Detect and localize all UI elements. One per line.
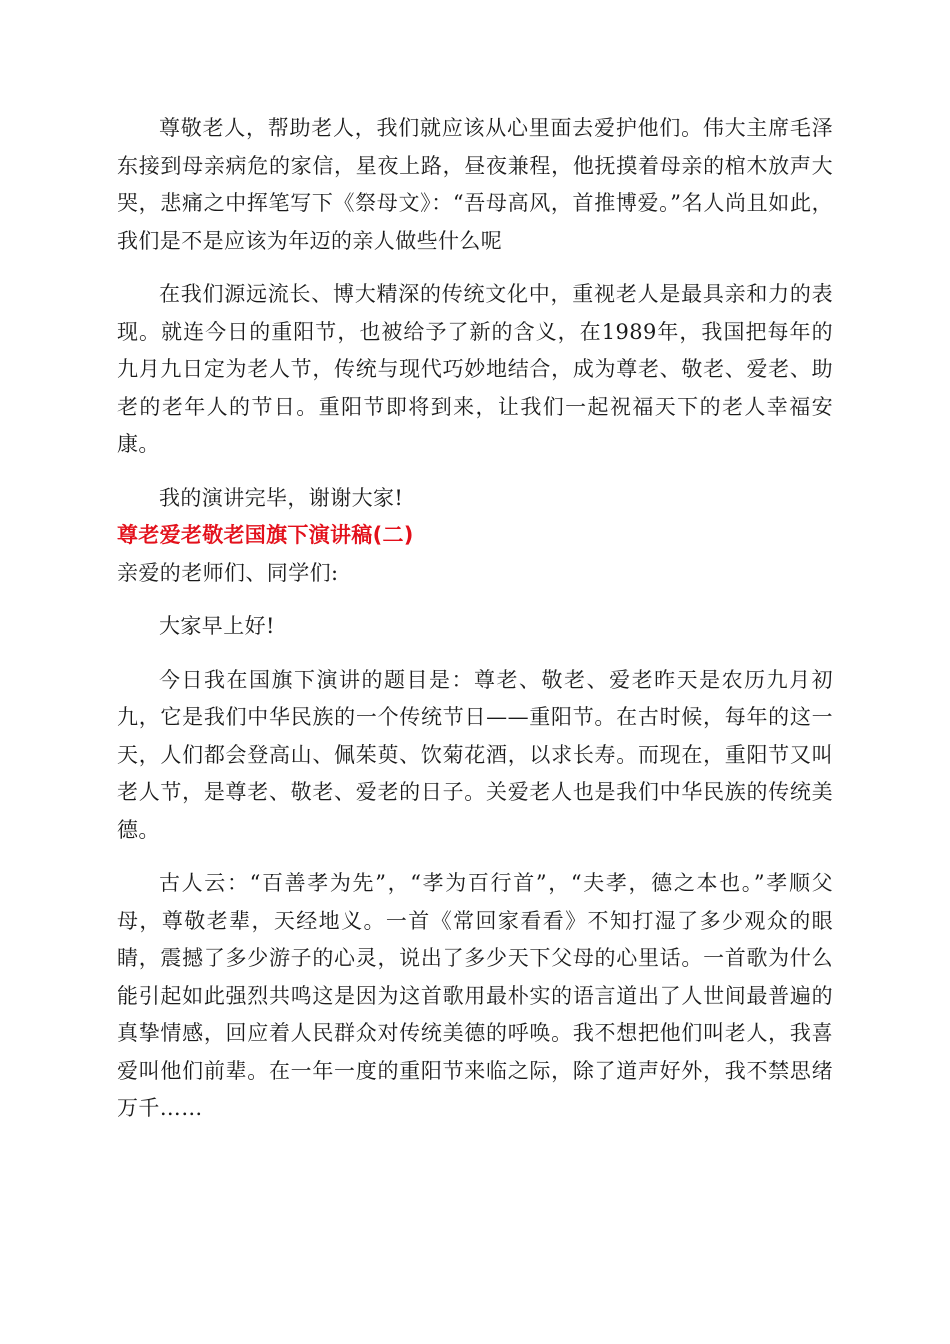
paragraph-ancient-saying: 古人云：“百善孝为先”，“孝为百行首”，“夫孝，德之本也。”孝顺父母，尊敬老辈，天经地义。一首《常回家看看》不知打湿了多少观众的眼睛，震撼了多少游子的心灵，说出了多少天下父母的心里话。一首歌为什么能引起如此强烈共鸣这是因为这首歌用最朴实的语言道出了人世间最普遍的真挚情感，回应着人民群众对传统美德的呼唤。我不想把他们叫老人，我喜爱叫他们前辈。在一年一度的重阳节来临之际，除了道声好外，我不禁思绪万千…… <box>117 871 833 1120</box>
document-page <box>117 110 833 1128</box>
salutation: 亲爱的老师们、同学们: <box>117 560 339 585</box>
greeting: 大家早上好! <box>159 614 275 638</box>
paragraph-respect-elders: 尊敬老人，帮助老人，我们就应该从心里面去爱护他们。伟大主席毛泽东接到母亲病危的家信，星夜上路，昼夜兼程，他抚摸着母亲的棺木放声大哭，悲痛之中挥笔写下《祭母文》：“吾母高风，首推博爱。”名人尚且如此，我们是不是应该为年迈的亲人做些什么呢 <box>117 116 833 253</box>
paragraph-closing: 我的演讲完毕，谢谢大家! <box>159 485 404 510</box>
paragraph-speech-topic: 今日我在国旗下演讲的题目是：尊老、敬老、爱老昨天是农历九月初九，它是我们中华民族的一个传统节日——重阳节。在古时候，每年的这一天，人们都会登高山、佩茱萸、饮菊花酒，以求长寿。而现在，重阳节又叫老人节，是尊老、敬老、爱老的日子。关爱老人也是我们中华民族的传统美德。 <box>117 667 833 842</box>
paragraph-traditional-culture: 在我们源远流长、博大精深的传统文化中，重视老人是最具亲和力的表现。就连今日的重阳节，也被给予了新的含义，在1989年，我国把每年的九月九日定为老人节，传统与现代巧妙地结合，成为尊老、敬老、爱老、助老的老年人的节日。重阳节即将到来，让我们一起祝福天下的老人幸福安康。 <box>117 282 833 456</box>
section-title: 尊老爱老敬老国旗下演讲稿(二) <box>117 523 414 547</box>
